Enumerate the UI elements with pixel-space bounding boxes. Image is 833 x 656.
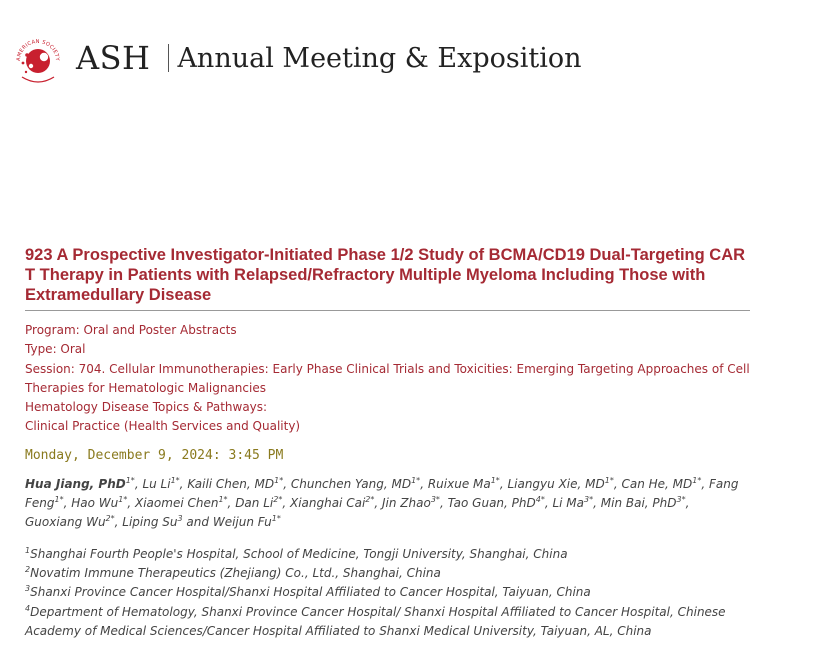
author-name: Liangyu Xie, $MD^{1*}$ (507, 475, 614, 491)
topics-label: Hematology Disease Topics & Pathways: (25, 400, 268, 415)
author-name: Ruixue $Ma^{1*}$ (427, 475, 500, 491)
author-name: Jin Zhao$^{3*}$ (382, 495, 440, 511)
brand-name[interactable]: ASH (76, 39, 151, 77)
meeting-name: Annual Meeting & Exposition (177, 42, 582, 74)
author-name: Hao $Wu^{1*}$ (71, 495, 128, 511)
title-divider (25, 310, 750, 311)
abstract-content (25, 245, 750, 641)
author-name: Dan $Li^{2*}$ (235, 495, 283, 511)
author-name: Fang Feng$^{1*}$ (25, 476, 739, 511)
author-name: Can He, $MD^{1*}$ (621, 475, 702, 491)
logo-ring-text: AMERICAN SOCIETY (15, 38, 61, 62)
program-link[interactable]: Program: Oral and Poster Abstracts (25, 323, 237, 337)
affiliation-item: $^4$Department of Hematology, Shanxi Province Cancer Hospital/ Shanxi Hospital Affiliated to Cancer Hospital, Chinese Academy of Medical Sciences/Cancer Hospital Affiliated to Shanxi Medical University, Taiyuan, AL, China (25, 603, 726, 638)
author-name: Xiaomei Chen$^{1*}$ (135, 495, 228, 511)
affiliation-item: $^3$Shanxi Province Cancer Hospital/Shanxi Hospital Affiliated to Cancer Hospital, Taiyuan, China (25, 584, 591, 600)
type-link[interactable]: Type: Oral (25, 342, 86, 357)
author-name: Weijun $Fu^{1*}$ (212, 514, 281, 530)
header-divider (168, 44, 169, 72)
author-name: Liping Su$^3$ (122, 514, 183, 530)
session-link[interactable]: Session: 704. Cellular Immunotherapies: Early Phase Clinical Trials and Toxicities: Emerging Targeting Approaches of Cell Therapies for Hematologic Malignancies (25, 361, 750, 395)
author-name: Li $Ma^{3*}$ (552, 495, 594, 511)
affiliation-item: $^1$Shanghai Fourth People's Hospital, School of Medicine, Tongji University, Shanghai, China (25, 545, 568, 561)
topics-link[interactable]: Clinical Practice (Health Services and Quality) (25, 419, 301, 434)
site-header (12, 26, 581, 90)
abstract-metadata (25, 321, 750, 437)
author-list: Hua Jiang, PhD$^{1*}$, Lu $Li^{1*}$, Kaili Chen, $MD^{1*}$, Chunchen Yang, $MD^{1*}$, Ruixue $Ma^{1*}$, Liangyu Xie, $MD^{1*}$, Can He, $MD^{1*}$, Fang Feng$^{1*}$, Hao $Wu^{1*}$, Xiaomei Chen$^{1*}$, Dan $Li^{2*}$, Xianghai Cai$^{2*}$, Jin Zhao$^{3*}$, Tao Guan, PhD$^{4*}$, Li $Ma^{3*}$, Min Bai, PhD$^{3*}$, Guoxiang $Wu^{2*}$, Liping Su$^3$ and Weijun $Fu^{1*}$ (25, 475, 739, 530)
author-name: Kaili Chen, $MD^{1*}$ (187, 475, 284, 491)
author-name: Xianghai Cai$^{2*}$ (289, 495, 375, 511)
ash-logo[interactable] (12, 27, 62, 89)
abstract-title: 923 A Prospective Investigator-Initiated Phase 1/2 Study of BCMA/CD19 Dual-Targeting CAR T Therapy in Patients with Relapsed/Refractory Multiple Myeloma Including Those with Extramedullary Disease (25, 246, 746, 304)
affiliation-item: $^2$Novatim Immune Therapeutics (Zhejiang) Co., Ltd., Shanghai, China (25, 564, 441, 580)
author-name: Chunchen Yang, $MD^{1*}$ (290, 475, 421, 491)
author-name: Guoxiang $Wu^{2*}$ (25, 514, 115, 530)
presentation-date: Monday, December 9, 2024: 3:45 PM (25, 447, 284, 463)
author-name: Lu $Li^{1*}$ (142, 475, 180, 491)
affiliation-list (25, 545, 750, 641)
author-name: Min Bai, PhD$^{3*}$ (600, 495, 686, 511)
author-name: Tao Guan, PhD$^{4*}$ (447, 495, 545, 511)
author-name: Hua Jiang, PhD$^{1*}$ (25, 475, 135, 491)
